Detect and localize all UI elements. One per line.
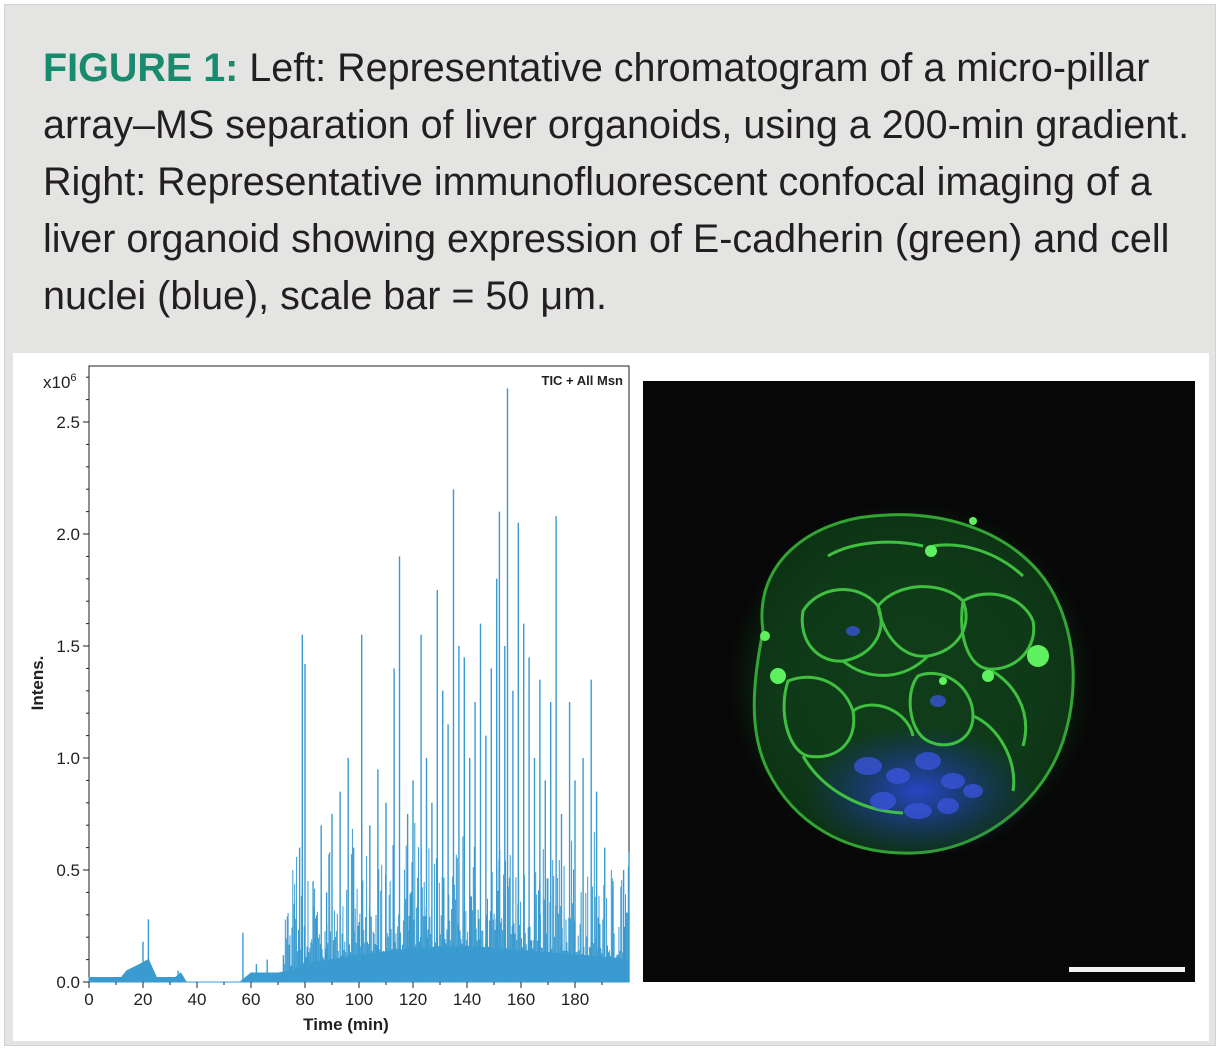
x-tick-label: 40 [187, 990, 207, 1009]
y-tick-label: 1.0 [56, 749, 80, 768]
figure-label: FIGURE 1: [43, 46, 239, 90]
y-tick-label: 2.5 [56, 413, 80, 432]
x-tick-label: 120 [398, 990, 428, 1009]
y-tick-label: 0.0 [56, 973, 80, 992]
scale-bar [1069, 967, 1185, 972]
chromatogram-trace [89, 388, 629, 982]
figure-panel [13, 353, 1209, 1041]
caption-text: Left: Representative chromatogram of a micro-pillar array–MS separation of liver organoids, using a 200-min gradient. Right: Representative immunofluorescent confocal imaging of a liver organoid showing expression of E-cadherin (green) and cell nuclei (blue), scale bar = 50 μm. [43, 46, 1190, 318]
x-tick-label: 160 [506, 990, 536, 1009]
y-multiplier-label [43, 372, 77, 392]
x-tick-label: 0 [84, 990, 94, 1009]
chromatogram-chart [13, 353, 638, 1041]
organoid-illustration [643, 381, 1195, 982]
figure-caption [43, 40, 1193, 325]
x-tick-label: 60 [241, 990, 261, 1009]
y-tick-label: 0.5 [56, 861, 80, 880]
y-multiplier-base: x10 [43, 373, 71, 392]
y-tick-label: 2.0 [56, 525, 80, 544]
figure-frame [4, 4, 1216, 1046]
y-multiplier-exponent: 6 [70, 372, 77, 384]
y-tick-label: 1.5 [56, 637, 80, 656]
y-axis-title: Intens. [28, 655, 47, 711]
x-tick-label: 20 [133, 990, 153, 1009]
organoid-confocal-image [643, 381, 1195, 982]
chart-title: TIC + All Msn [541, 373, 623, 388]
x-tick-label: 140 [452, 990, 482, 1009]
x-tick-label: 80 [295, 990, 315, 1009]
x-axis-title: Time (min) [303, 1015, 389, 1034]
x-tick-label: 180 [560, 990, 590, 1009]
x-tick-label: 100 [344, 990, 374, 1009]
